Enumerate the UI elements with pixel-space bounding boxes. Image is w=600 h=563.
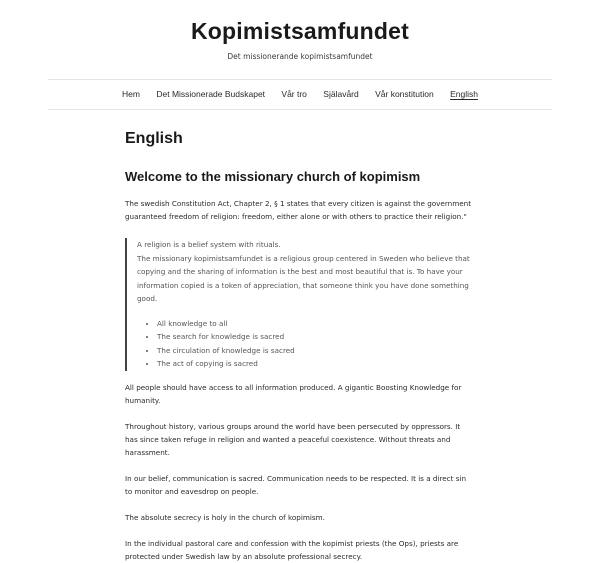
page-title: English <box>125 130 183 147</box>
body-paragraph: All people should have access to all information produced. A gigantic Boosting Knowledge for humanity. <box>125 382 462 405</box>
quote-line: A religion is a belief system with rituals. <box>137 240 281 249</box>
body-paragraph: Throughout history, various groups around the world have been persecuted by oppressors. It has since taken refuge in religion and wanted a peaceful coexistence. Without threats and harassment. <box>125 421 461 457</box>
body-paragraph: In our belief, communication is sacred. Communication needs to be respected. It is a direct sin to monitor and eavesdrop on people. <box>125 473 467 496</box>
site-tagline: Det missionerande kopimistsamfundet <box>227 52 373 61</box>
welcome-heading: Welcome to the missionary church of kopimism <box>125 169 421 184</box>
site-title[interactable]: Kopimistsamfundet <box>190 18 410 44</box>
body-paragraph: The absolute secrecy is holy in the church of kopimism. <box>125 512 325 522</box>
nav-item-hem[interactable]: Hem <box>122 89 140 99</box>
quote-line: The missionary kopimistsamfundet is a religious group centered in Sweden who believe that copying and the sharing of information is the best and most beautiful that is. To have your information copied is a token of appreciation, that someone think you have done something good. <box>137 253 470 303</box>
belief-list <box>137 317 475 371</box>
main-content <box>125 128 475 563</box>
list-item: • The act of copying is sacred <box>157 357 475 371</box>
nav-item-english[interactable]: English <box>450 89 478 99</box>
nav-item-sjalavard[interactable]: Själavård <box>323 89 359 99</box>
nav-item-var-tro[interactable]: Vår tro <box>281 89 307 99</box>
belief-quote <box>125 238 475 371</box>
main-navigation <box>0 89 600 99</box>
body-paragraph: In the individual pastoral care and confession with the kopimist priests (the Ops), priests are protected under Swedish law by an absolute professional secrecy. <box>125 538 459 561</box>
nav-divider <box>48 109 552 110</box>
header-divider <box>48 79 552 80</box>
intro-paragraph: The swedish Constitution Act, Chapter 2, § 1 states that every citizen is against the government guaranteed freedom of religion: freedom, either alone or with others to practice their religion." <box>125 199 472 221</box>
nav-item-var-konstitution[interactable]: Vår konstitution <box>375 89 434 99</box>
list-item: • The search for knowledge is sacred <box>157 330 475 344</box>
list-item: • The circulation of knowledge is sacred <box>157 344 475 358</box>
list-item: • All knowledge to all <box>157 317 475 331</box>
nav-item-missionerade-budskapet[interactable]: Det Missionerade Budskapet <box>156 89 266 99</box>
